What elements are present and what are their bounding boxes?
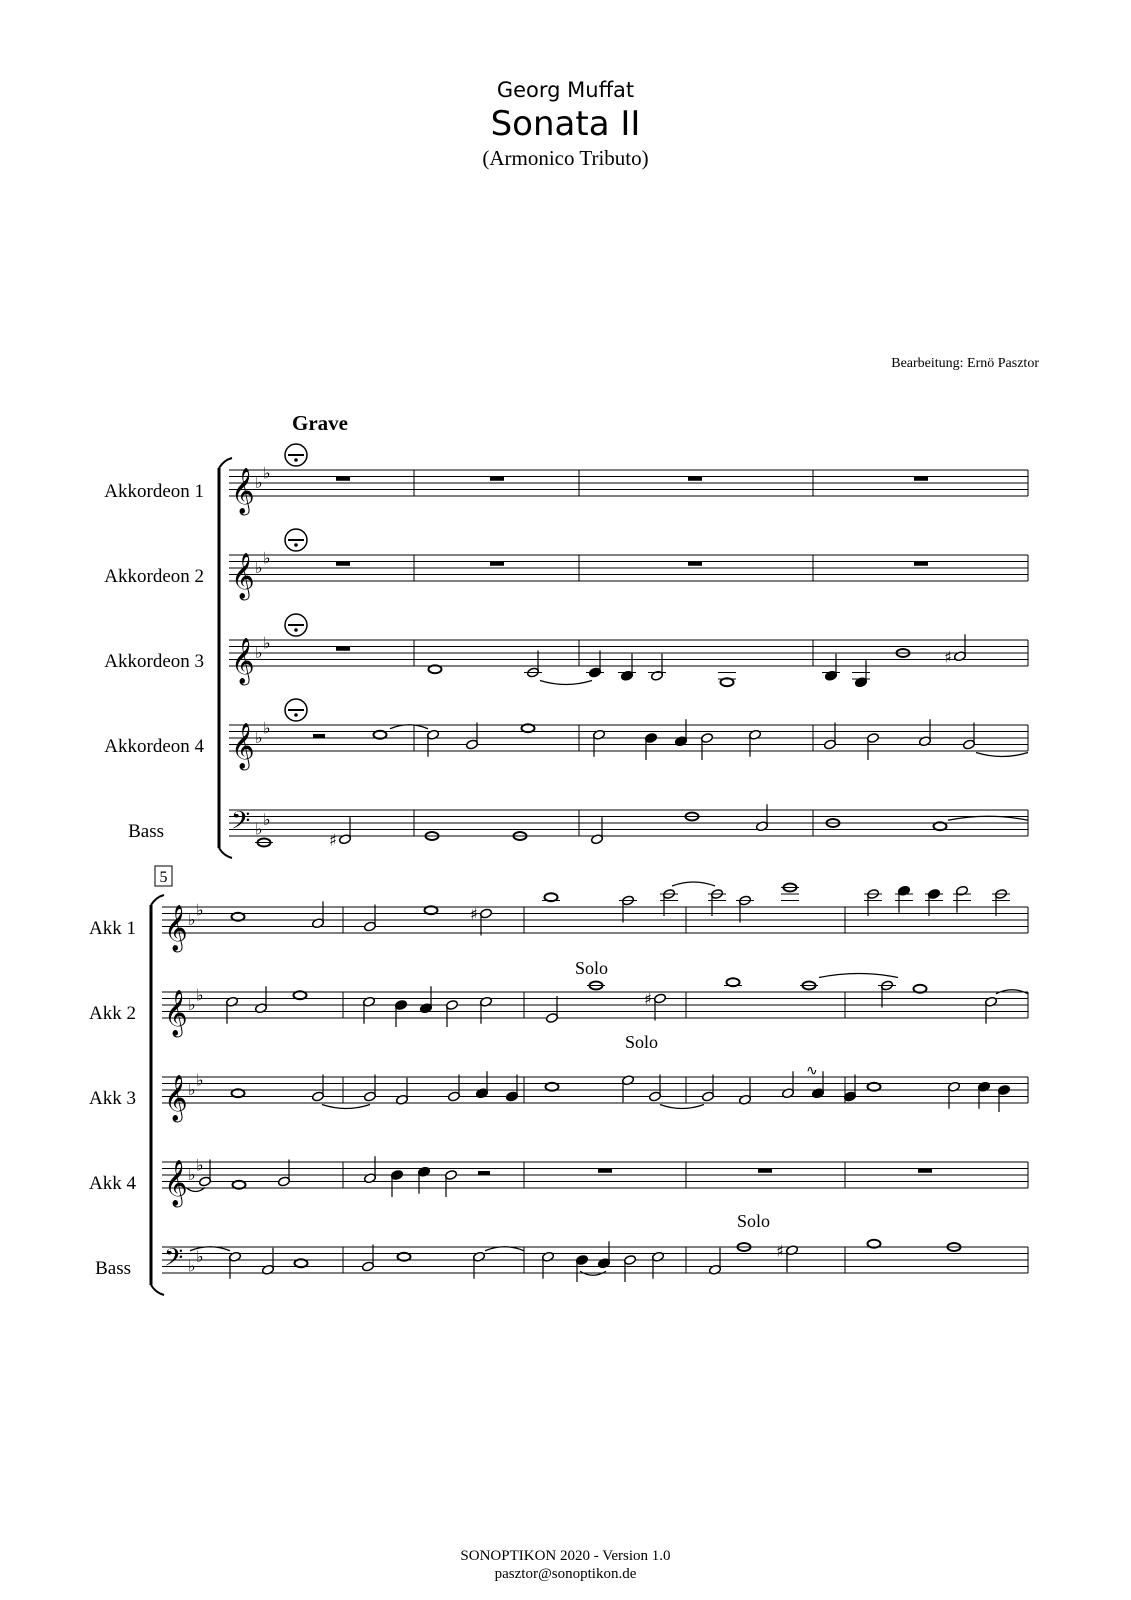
whole-rest [336,647,350,651]
half-rest [478,1171,490,1175]
flat-icon: ♭ [188,1256,196,1276]
arranger-credit: Bearbeitung: Ernö Pasztor [891,356,1039,371]
treble-clef-icon: 𝄞 [164,1075,188,1121]
flat-icon: ♭ [196,1155,204,1175]
whole-rest [914,562,928,566]
whole-rest [336,477,350,481]
tie [540,681,592,685]
whole-rest [758,1169,772,1173]
flat-icon: ♭ [263,633,271,653]
treble-clef-icon: 𝄞 [231,723,255,769]
flat-icon: ♭ [263,718,271,738]
fermata-icon [294,713,298,717]
tie [819,974,898,978]
system-2-staves [162,900,1028,1278]
measure-number-box [155,866,172,886]
instrument-label: Akkordeon 3 [104,651,204,672]
instrument-label: Akkordeon 1 [104,481,204,502]
instrument-label: Akk 3 [89,1088,136,1109]
mordent-icon: ∿ [806,1063,818,1079]
system-bracket [151,895,164,1295]
flat-icon: ♭ [263,809,271,829]
solo-marking: Solo [575,958,609,978]
treble-clef-icon: 𝄞 [164,905,188,951]
bass-clef-icon: 𝄢 [164,1243,184,1279]
instrument-label: Akk 2 [89,1003,136,1024]
tie [672,882,715,886]
sharp-icon: ♯ [644,989,652,1009]
tie [322,1105,370,1109]
flat-icon: ♭ [255,643,263,662]
flat-icon: ♭ [263,548,271,568]
treble-clef-icon: 𝄞 [164,990,188,1036]
measure-number: 5 [159,869,168,886]
whole-rest [336,562,350,566]
solo-marking: Solo [737,1211,771,1231]
flat-icon: ♭ [255,728,263,747]
instrument-label: Bass [128,821,164,842]
treble-clef-icon: 𝄞 [231,638,255,684]
system-2-notes [186,882,1028,1282]
treble-clef-icon: 𝄞 [231,468,255,514]
flat-icon: ♭ [188,1080,196,1099]
flat-icon: ♭ [196,900,204,920]
whole-rest [688,562,702,566]
sharp-icon: ♯ [470,904,478,924]
solo-marking: Solo [625,1032,659,1052]
instrument-label: Bass [95,1258,131,1279]
flat-icon: ♭ [188,995,196,1014]
half-rest [313,734,325,738]
treble-clef-icon: 𝄞 [231,553,255,599]
bass-clef-icon: 𝄢 [231,806,251,842]
instrument-label: Akk 1 [89,918,136,939]
system-1-staves [229,463,1028,841]
flat-icon: ♭ [263,463,271,483]
flat-icon: ♭ [188,1165,196,1184]
piece-subtitle: (Armonico Tributo) [482,146,649,170]
whole-rest [490,562,504,566]
flat-icon: ♭ [196,985,204,1005]
flat-icon: ♭ [255,558,263,577]
flat-icon: ♭ [196,1070,204,1090]
whole-rest [688,477,702,481]
sharp-icon: ♯ [329,830,337,850]
composer-name: Georg Muffat [496,78,635,102]
instrument-label: Akkordeon 2 [104,566,204,587]
tempo-marking: Grave [292,411,348,435]
tie [660,1105,704,1109]
whole-rest [918,1169,932,1173]
flat-icon: ♭ [196,1246,204,1266]
fermata-icon [294,543,298,547]
flat-icon: ♭ [188,910,196,929]
flat-icon: ♭ [255,819,263,839]
instrument-label: Akk 4 [89,1173,136,1194]
whole-rest [598,1169,612,1173]
tie [976,753,1028,757]
whole-rest [490,477,504,481]
sharp-icon: ♯ [776,1241,784,1261]
piece-title: Sonata II [490,104,641,144]
whole-rest [914,477,928,481]
instrument-label: Akkordeon 4 [104,736,204,757]
footer-email: pasztor@sonoptikon.de [494,1566,637,1582]
footer-version: SONOPTIKON 2020 - Version 1.0 [460,1548,671,1564]
treble-clef-icon: 𝄞 [164,1160,188,1206]
fermata-icon [294,628,298,632]
sharp-icon: ♯ [944,647,952,667]
fermata-icon [294,458,298,462]
flat-icon: ♭ [255,473,263,492]
